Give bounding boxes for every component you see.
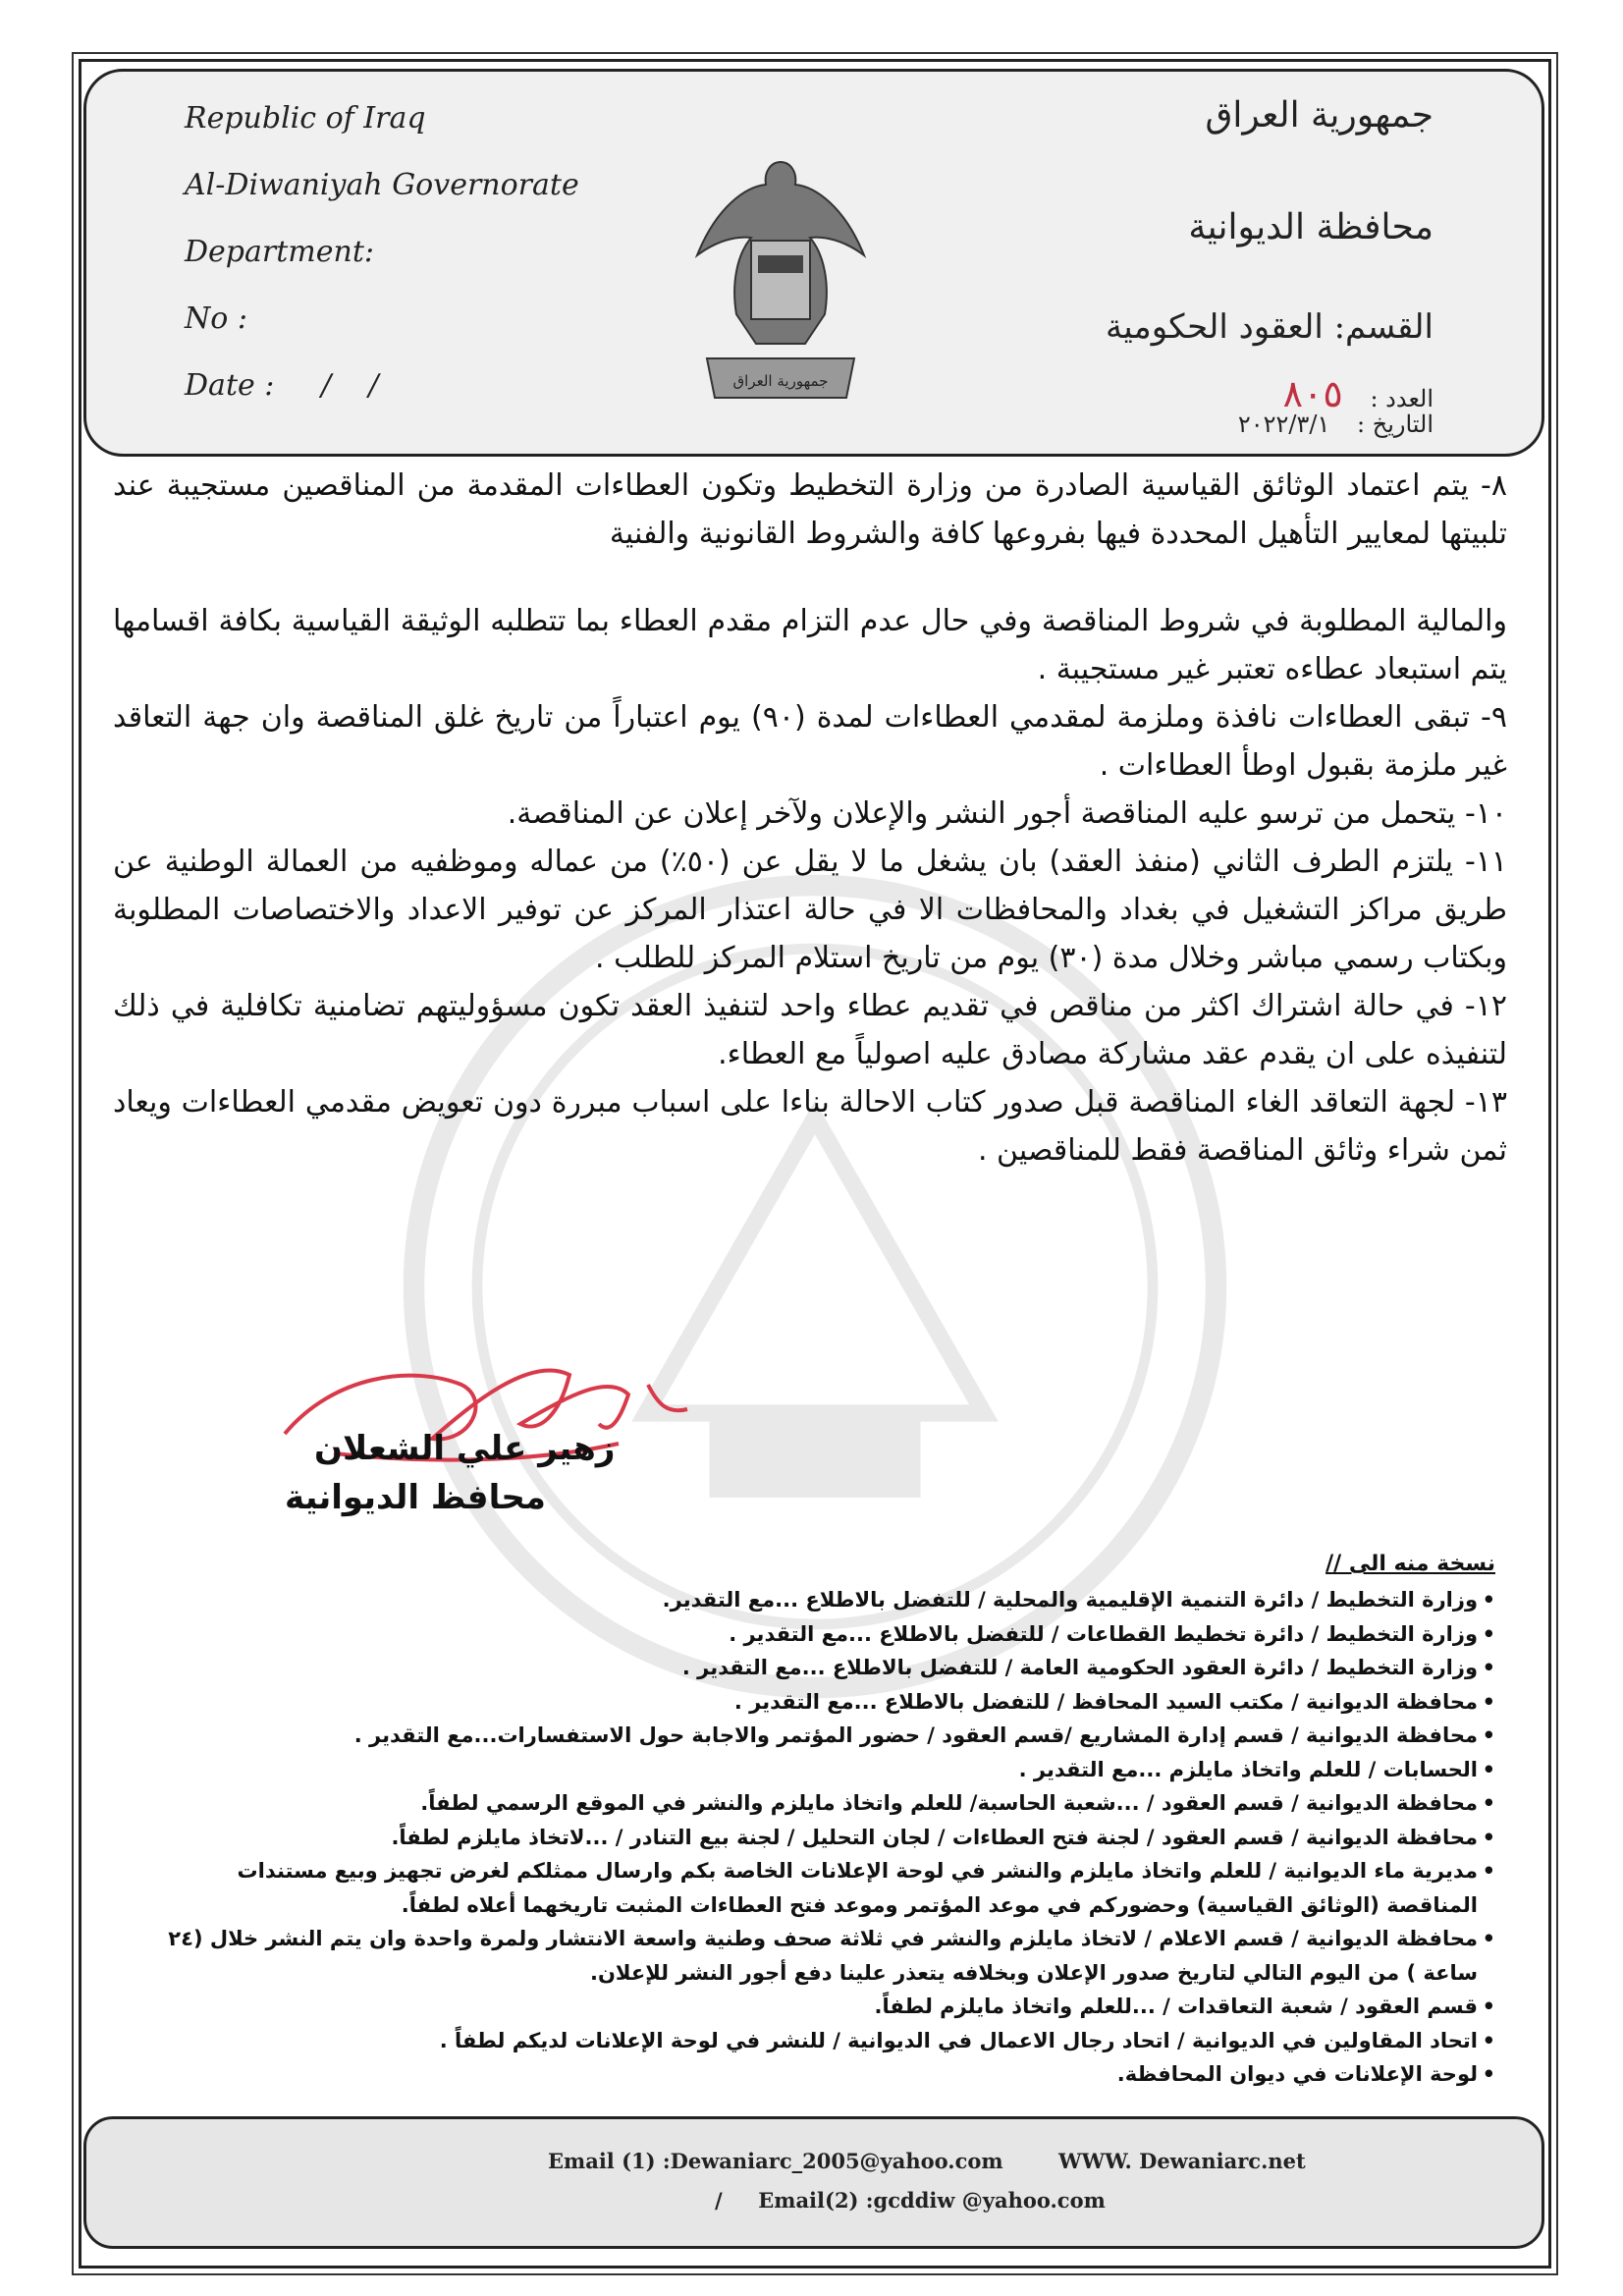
- document-body: [113, 462, 1507, 1175]
- footer-email-1: Email (1) :Dewaniarc_2005@yahoo.com: [548, 2149, 1003, 2173]
- header-date-en: Date : / /: [185, 368, 379, 403]
- header-number-ar: [1283, 372, 1434, 415]
- copy-recipient: • محافظة الديوانية / قسم العقود / ...شعبة الحاسبة/ للعلم واتخاذ مايلزم والنشر في الموقع الرسمي لطفاً.: [131, 1786, 1495, 1821]
- footer-contact: [83, 2116, 1544, 2249]
- iraq-eagle-emblem: [677, 147, 884, 417]
- emblem-caption: جمهورية العراق: [732, 372, 829, 390]
- copy-recipient: • وزارة التخطيط / دائرة العقود الحكومية العامة / للتفضل بالاطلاع ...مع التقدير .: [131, 1651, 1495, 1685]
- copy-recipient: • وزارة التخطيط / دائرة التنمية الإقليمية والمحلية / للتفضل بالاطلاع ...مع التقدير.: [131, 1583, 1495, 1617]
- header-number-value: ٨٠٥: [1282, 372, 1343, 415]
- footer-website: WWW. Dewaniarc.net: [1058, 2149, 1306, 2173]
- copy-recipient: • محافظة الديوانية / قسم العقود / لجنة فتح العطاءات / لجان التحليل / لجنة بيع التنادر / ...لاتخاذ مايلزم لطفاً.: [131, 1821, 1495, 1855]
- header-date-ar: [1238, 410, 1434, 438]
- copy-recipient: • اتحاد المقاولين في الديوانية / اتحاد رجال الاعمال في الديوانية / للنشر في لوحة الإعلانات لديكم لطفاً .: [131, 2024, 1495, 2058]
- footer-email-2: / Email(2) :gcddiw @yahoo.com: [715, 2188, 1106, 2213]
- signatory-name: زهير علي الشعلان: [314, 1429, 616, 1468]
- header-country-en: Republic of Iraq: [185, 101, 426, 136]
- copy-recipient: • الحسابات / للعلم واتخاذ مايلزم ...مع التقدير .: [131, 1753, 1495, 1787]
- copy-recipient: • وزارة التخطيط / دائرة تخطيط القطاعات / للتفضل بالاطلاع ...مع التقدير .: [131, 1617, 1495, 1652]
- header-date-value: ٢٠٢٢/٣/١: [1237, 410, 1330, 438]
- clause-9: ٩- تبقى العطاءات نافذة وملزمة لمقدمي العطاءات لمدة (٩٠) يوم اعتباراً من تاريخ غلق المناقصة وان جهة التعاقد غير ملزمة بقبول اوطأ العطاءات .: [113, 700, 1507, 783]
- copy-recipient: • قسم العقود / شعبة التعاقدات / ...للعلم واتخاذ مايلزم لطفاً.: [131, 1990, 1495, 2024]
- copy-recipient: • مديرية ماء الديوانية / للعلم واتخاذ مايلزم والنشر في لوحة الإعلانات الخاصة بكم وارسال ممثلكم لغرض تجهيز وبيع مستندات: [131, 1854, 1495, 1888]
- copy-recipient: المناقصة (الوثائق القياسية) وحضوركم في موعد المؤتمر وموعد فتح العطاءات المثبت تاريخهما أعلاه لطفاً.: [401, 1892, 1478, 1917]
- header-date-label: التاريخ :: [1356, 410, 1434, 438]
- copy-recipient: • محافظة الديوانية / قسم إدارة المشاريع /قسم العقود / حضور المؤتمر والاجابة حول الاستفسارات...مع التقدير .: [131, 1719, 1495, 1753]
- copy-recipient: ساعة ) من اليوم التالي لتاريخ صدور الإعلان وبخلافه يتعذر علينا دفع أجور النشر للإعلان.: [590, 1960, 1478, 1985]
- clause-11: ١١- يلتزم الطرف الثاني (منفذ العقد) بان يشغل ما لا يقل عن (٥٠٪) من عماله وموظفيه من العمالة الوطنية عن طريق مراكز التشغيل في بغداد والمحافظات الا في حالة اعتذار المركز عن توفير الاعداد والاختصاصات المطلوبة وبكتاب رسمي مباشر وخلال مدة (٣٠) يوم من تاريخ استلام المركز للطلب .: [113, 845, 1507, 975]
- header-governorate-ar: محافظة الديوانية: [1188, 207, 1434, 247]
- signatory-title: محافظ الديوانية: [285, 1478, 546, 1517]
- clause-12: ١٢- في حالة اشتراك اكثر من مناقص في تقديم عطاء واحد لتنفيذ العقد تكون مسؤوليتهم تضامنية تكافلية في ذلك لتنفيذه على ان يقدم عقد مشاركة مصادق عليه اصولياً مع العطاء.: [113, 989, 1507, 1071]
- header-governorate-en: Al-Diwaniyah Governorate: [185, 168, 579, 202]
- header-number-label: العدد :: [1370, 385, 1434, 412]
- clause-8-part-1: ٨- يتم اعتماد الوثائق القياسية الصادرة من وزارة التخطيط وتكون العطاءات المقدمة من المناقصين مستجيبة عند تلبيتها لمعايير التأهيل المحددة فيها بفروعها كافة والشروط القانونية والفنية: [113, 468, 1507, 551]
- copy-recipient: • لوحة الإعلانات في ديوان المحافظة.: [131, 2057, 1495, 2092]
- copies-list: [131, 1583, 1495, 2092]
- header-number-en: No :: [185, 301, 247, 336]
- copies-heading: نسخة منه الى //: [1325, 1552, 1495, 1576]
- copy-recipient: • محافظة الديوانية / مكتب السيد المحافظ / للتفضل بالاطلاع ...مع التقدير .: [131, 1685, 1495, 1720]
- clause-13: ١٣- لجهة التعاقد الغاء المناقصة قبل صدور كتاب الاحالة بناءا على اسباب مبررة دون تعويض مقدمي العطاءات ويعاد ثمن شراء وثائق المناقصة فقط للمناقصين .: [113, 1085, 1507, 1168]
- header-country-ar: جمهورية العراق: [1205, 95, 1434, 136]
- header-department-ar: القسم: العقود الحكومية: [1106, 307, 1434, 347]
- clause-10: ١٠- يتحمل من ترسو عليه المناقصة أجور النشر والإعلان ولآخر إعلان عن المناقصة.: [507, 796, 1507, 831]
- copy-recipient: • محافظة الديوانية / قسم الاعلام / لاتخاذ مايلزم والنشر في ثلاثة صحف وطنية واسعة الانتشار ولمرة واحدة وان يتم النشر خلال (٢٤: [131, 1922, 1495, 1956]
- clause-8-part-2: والمالية المطلوبة في شروط المناقصة وفي حال عدم التزام مقدم العطاء بما تتطلبه الوثيقة القياسية بكافة اقسامها يتم استبعاد عطاءه تعتبر غير مستجيبة .: [113, 604, 1507, 686]
- header-department-en: Department:: [185, 235, 374, 269]
